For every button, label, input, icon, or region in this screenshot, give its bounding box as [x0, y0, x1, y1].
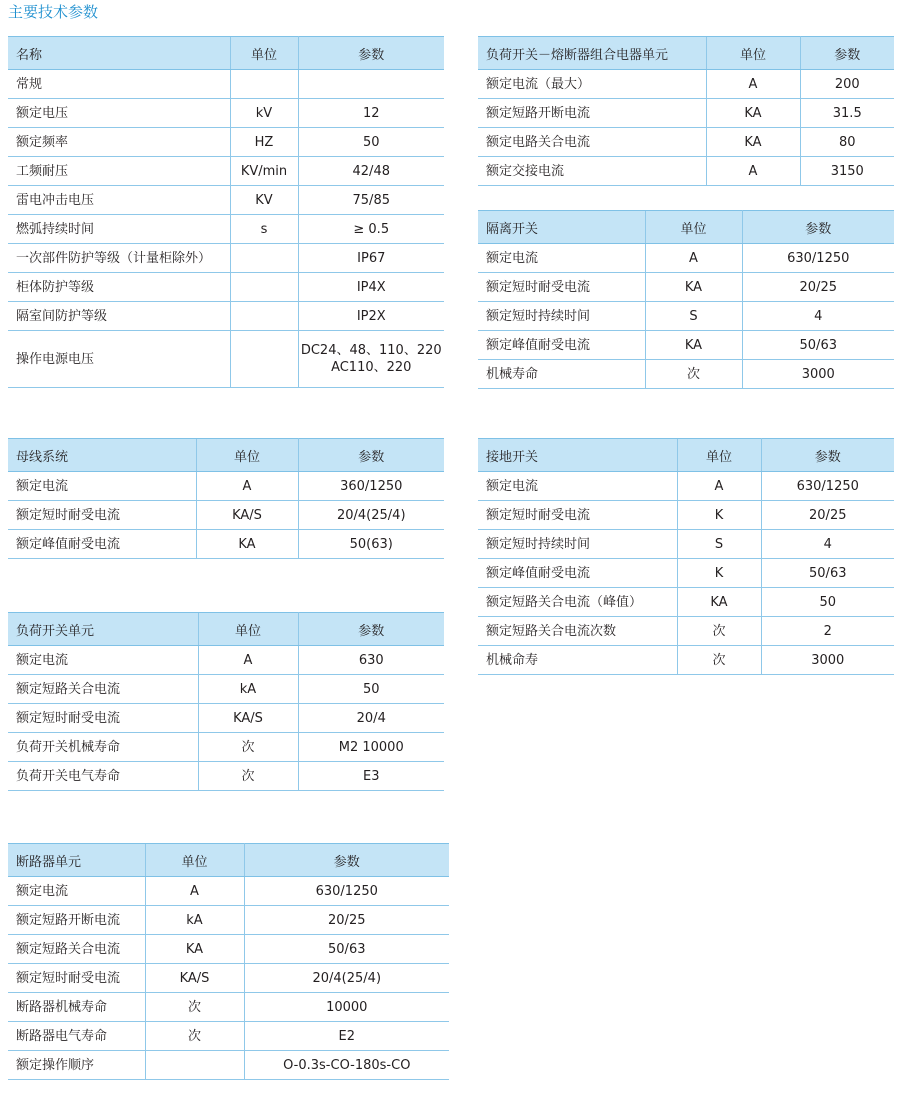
table-row	[8, 877, 449, 906]
fuse-combination-table	[478, 36, 894, 186]
table-row	[8, 70, 444, 99]
row-name: 额定电流	[8, 472, 196, 501]
row-value: 50	[761, 588, 894, 617]
row-name: 额定短时耐受电流	[8, 964, 145, 993]
table-row	[8, 935, 449, 964]
table-row	[8, 331, 444, 388]
row-value: 3000	[761, 646, 894, 675]
row-value: 360/1250	[298, 472, 444, 501]
row-unit: kA	[145, 906, 244, 935]
row-value: 80	[800, 128, 894, 157]
row-unit: K	[677, 501, 761, 530]
row-name: 额定短时耐受电流	[8, 501, 196, 530]
row-unit: S	[677, 530, 761, 559]
row-unit: KA/S	[145, 964, 244, 993]
value-line-1: DC24、48、110、220	[300, 343, 442, 358]
row-unit: 次	[145, 1022, 244, 1051]
value-line-2: AC110、220	[331, 360, 412, 375]
header-unit: 单位	[677, 439, 761, 472]
row-value: 20/4	[298, 704, 444, 733]
row-name: 常规	[8, 70, 230, 99]
row-unit: 次	[645, 360, 742, 389]
row-value: 50/63	[742, 331, 894, 360]
row-unit: KA	[145, 935, 244, 964]
table-row	[478, 530, 894, 559]
row-value: 20/25	[761, 501, 894, 530]
row-unit	[230, 331, 298, 388]
row-unit: KA	[677, 588, 761, 617]
row-name: 负荷开关机械寿命	[8, 733, 198, 762]
row-name: 额定短路关合电流（峰值）	[478, 588, 677, 617]
table-row	[8, 501, 444, 530]
row-name: 隔室间防护等级	[8, 302, 230, 331]
row-name: 额定短时耐受电流	[478, 501, 677, 530]
row-value: 4	[761, 530, 894, 559]
row-name: 工频耐压	[8, 157, 230, 186]
row-unit: 次	[145, 993, 244, 1022]
table-row	[478, 501, 894, 530]
header-name: 负荷开关－熔断器组合电器单元	[478, 37, 706, 70]
table-row	[8, 675, 444, 704]
table-row	[8, 646, 444, 675]
table-header-row	[478, 37, 894, 70]
row-name: 额定电流	[478, 472, 677, 501]
row-name: 柜体防护等级	[8, 273, 230, 302]
table-row	[8, 128, 444, 157]
table-row	[8, 762, 444, 791]
table-row	[8, 302, 444, 331]
row-name: 额定短时耐受电流	[8, 704, 198, 733]
table-row	[8, 215, 444, 244]
table-row	[478, 128, 894, 157]
row-unit: A	[198, 646, 298, 675]
row-unit: s	[230, 215, 298, 244]
row-unit	[145, 1051, 244, 1080]
header-value: 参数	[761, 439, 894, 472]
row-unit: KV/min	[230, 157, 298, 186]
header-value: 参数	[298, 439, 444, 472]
row-value: 20/4(25/4)	[298, 501, 444, 530]
row-name: 机械命寿	[478, 646, 677, 675]
table-row	[8, 704, 444, 733]
table-header-row	[8, 439, 444, 472]
row-name: 额定电流（最大）	[478, 70, 706, 99]
table-row	[478, 331, 894, 360]
table-row	[478, 244, 894, 273]
table-header-row	[8, 844, 449, 877]
row-value: 630/1250	[761, 472, 894, 501]
busbar-table	[8, 438, 444, 559]
row-unit: KA/S	[196, 501, 298, 530]
table-row	[8, 964, 449, 993]
header-unit: 单位	[198, 613, 298, 646]
row-unit: 次	[677, 617, 761, 646]
header-name: 接地开关	[478, 439, 677, 472]
header-unit: 单位	[145, 844, 244, 877]
row-name: 额定电流	[8, 877, 145, 906]
header-value: 参数	[800, 37, 894, 70]
row-value: 2	[761, 617, 894, 646]
header-name: 母线系统	[8, 439, 196, 472]
row-value: IP2X	[298, 302, 444, 331]
row-name: 额定峰值耐受电流	[478, 331, 645, 360]
header-value: 参数	[298, 37, 444, 70]
row-unit: 次	[198, 733, 298, 762]
row-value: 20/25	[244, 906, 449, 935]
header-unit: 单位	[645, 211, 742, 244]
row-unit: A	[145, 877, 244, 906]
row-name: 额定短时持续时间	[478, 302, 645, 331]
row-unit	[230, 302, 298, 331]
row-name: 机械寿命	[478, 360, 645, 389]
row-value: 630/1250	[742, 244, 894, 273]
table-row	[478, 273, 894, 302]
header-name: 隔离开关	[478, 211, 645, 244]
table-row	[8, 273, 444, 302]
header-value: 参数	[244, 844, 449, 877]
row-value: 630/1250	[244, 877, 449, 906]
row-name: 额定峰值耐受电流	[478, 559, 677, 588]
row-unit: kA	[198, 675, 298, 704]
row-value: 75/85	[298, 186, 444, 215]
row-value: 50(63)	[298, 530, 444, 559]
row-value: 200	[800, 70, 894, 99]
header-name: 断路器单元	[8, 844, 145, 877]
row-name: 额定频率	[8, 128, 230, 157]
row-value	[298, 331, 444, 388]
row-name: 额定峰值耐受电流	[8, 530, 196, 559]
table-row	[478, 559, 894, 588]
row-unit: KA	[645, 273, 742, 302]
row-name: 断路器电气寿命	[8, 1022, 145, 1051]
row-value: 3150	[800, 157, 894, 186]
row-value: 50/63	[244, 935, 449, 964]
row-value: 20/4(25/4)	[244, 964, 449, 993]
row-unit: 次	[198, 762, 298, 791]
isolator-table	[478, 210, 894, 389]
row-value: E3	[298, 762, 444, 791]
header-unit: 单位	[230, 37, 298, 70]
table-row	[8, 472, 444, 501]
row-value: IP67	[298, 244, 444, 273]
header-value: 参数	[298, 613, 444, 646]
row-unit: KA	[196, 530, 298, 559]
row-name: 断路器机械寿命	[8, 993, 145, 1022]
load-switch-table	[8, 612, 444, 791]
row-unit: A	[706, 70, 800, 99]
table-row	[8, 1022, 449, 1051]
row-name: 额定电流	[478, 244, 645, 273]
table-row	[8, 530, 444, 559]
row-value: ≥ 0.5	[298, 215, 444, 244]
row-unit: KA	[706, 99, 800, 128]
row-name: 一次部件防护等级（计量柜除外）	[8, 244, 230, 273]
header-value: 参数	[742, 211, 894, 244]
row-unit: kV	[230, 99, 298, 128]
row-value: IP4X	[298, 273, 444, 302]
table-row	[8, 99, 444, 128]
row-unit: 次	[677, 646, 761, 675]
row-unit: A	[706, 157, 800, 186]
row-name: 负荷开关电气寿命	[8, 762, 198, 791]
row-value: 42/48	[298, 157, 444, 186]
table-row	[478, 617, 894, 646]
row-name: 额定电流	[8, 646, 198, 675]
table-row	[8, 906, 449, 935]
main-spec-table	[8, 36, 444, 388]
row-unit: S	[645, 302, 742, 331]
row-value: 3000	[742, 360, 894, 389]
row-value: 50	[298, 675, 444, 704]
row-value: 50	[298, 128, 444, 157]
table-row	[478, 646, 894, 675]
table-row	[478, 360, 894, 389]
row-unit: KV	[230, 186, 298, 215]
row-name: 额定电压	[8, 99, 230, 128]
table-header-row	[478, 439, 894, 472]
table-row	[8, 1051, 449, 1080]
row-name: 额定交接电流	[478, 157, 706, 186]
header-name: 名称	[8, 37, 230, 70]
row-value: 4	[742, 302, 894, 331]
row-name: 额定短时持续时间	[478, 530, 677, 559]
table-row	[8, 244, 444, 273]
row-value: 31.5	[800, 99, 894, 128]
row-unit: HZ	[230, 128, 298, 157]
row-unit	[230, 70, 298, 99]
table-header-row	[478, 211, 894, 244]
row-name: 额定短路开断电流	[8, 906, 145, 935]
row-value: M2 10000	[298, 733, 444, 762]
row-unit: A	[677, 472, 761, 501]
table-row	[478, 302, 894, 331]
breaker-table	[8, 843, 449, 1080]
row-value: 12	[298, 99, 444, 128]
row-name: 额定短路关合电流次数	[478, 617, 677, 646]
row-unit: A	[645, 244, 742, 273]
row-value: 10000	[244, 993, 449, 1022]
table-row	[478, 157, 894, 186]
page-title: 主要技术参数	[8, 3, 99, 21]
table-row	[8, 157, 444, 186]
row-value: O-0.3s-CO-180s-CO	[244, 1051, 449, 1080]
row-value: 630	[298, 646, 444, 675]
row-name: 额定操作顺序	[8, 1051, 145, 1080]
row-name: 额定短时耐受电流	[478, 273, 645, 302]
row-unit	[230, 273, 298, 302]
row-name: 燃弧持续时间	[8, 215, 230, 244]
table-row	[478, 99, 894, 128]
table-row	[478, 472, 894, 501]
earthing-switch-table	[478, 438, 894, 675]
row-unit: KA	[706, 128, 800, 157]
header-unit: 单位	[196, 439, 298, 472]
header-unit: 单位	[706, 37, 800, 70]
header-name: 负荷开关单元	[8, 613, 198, 646]
row-name: 额定短路关合电流	[8, 675, 198, 704]
row-value: 50/63	[761, 559, 894, 588]
row-unit	[230, 244, 298, 273]
row-value: 20/25	[742, 273, 894, 302]
row-unit: KA	[645, 331, 742, 360]
row-unit: K	[677, 559, 761, 588]
table-row	[478, 588, 894, 617]
row-value: E2	[244, 1022, 449, 1051]
table-header-row	[8, 37, 444, 70]
row-name: 额定短路开断电流	[478, 99, 706, 128]
row-value	[298, 70, 444, 99]
table-row	[8, 993, 449, 1022]
table-row	[478, 70, 894, 99]
row-name: 额定电路关合电流	[478, 128, 706, 157]
row-unit: A	[196, 472, 298, 501]
table-row	[8, 733, 444, 762]
row-unit: KA/S	[198, 704, 298, 733]
row-name: 额定短路关合电流	[8, 935, 145, 964]
table-row	[8, 186, 444, 215]
table-header-row	[8, 613, 444, 646]
row-name: 操作电源电压	[8, 331, 230, 388]
row-name: 雷电冲击电压	[8, 186, 230, 215]
